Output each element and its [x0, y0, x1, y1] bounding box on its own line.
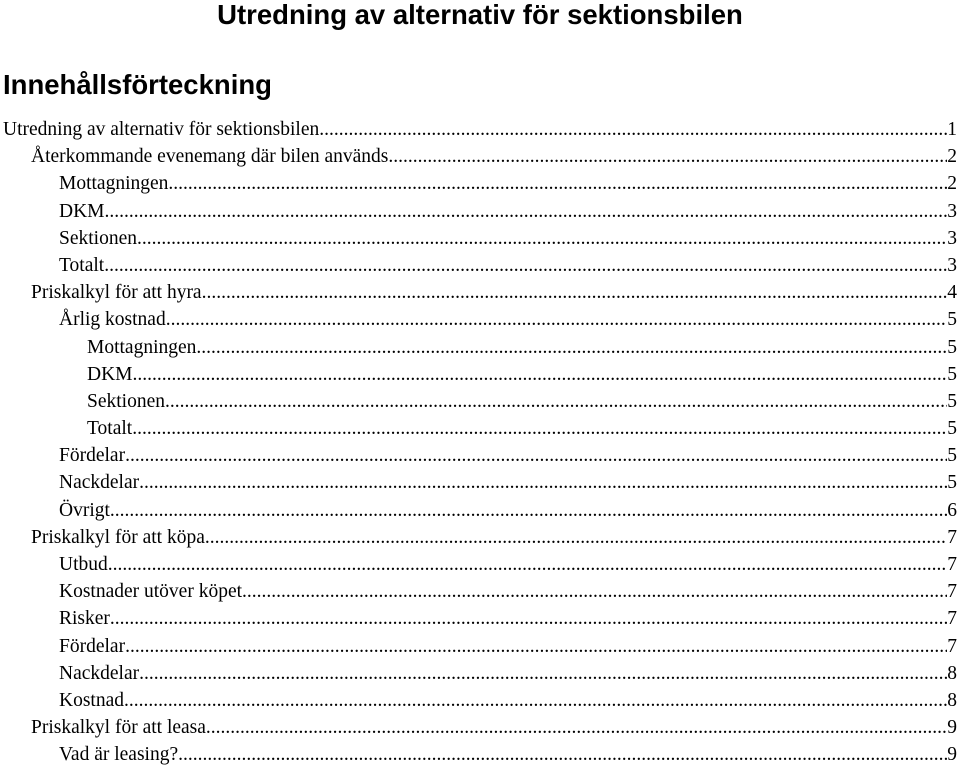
toc-entry[interactable]	[0, 143, 957, 170]
toc-entry[interactable]	[0, 551, 957, 578]
toc-entry[interactable]	[0, 714, 957, 741]
toc-page-number: 3	[947, 227, 957, 249]
toc-page-number: 5	[947, 363, 957, 385]
toc-page-number: 3	[947, 254, 957, 276]
toc-entry[interactable]	[0, 225, 957, 252]
toc-page-number: 8	[947, 689, 957, 711]
toc-page-number: 5	[947, 390, 957, 412]
toc-entry-text: Mottagningen	[59, 173, 169, 195]
toc-dot-leader	[105, 198, 948, 225]
document-title: Utredning av alternativ för sektionsbilen	[217, 0, 743, 30]
toc-dot-leader	[139, 660, 947, 687]
toc-dot-leader	[166, 306, 948, 333]
toc-entry[interactable]	[0, 687, 957, 714]
toc-page-number: 5	[947, 336, 957, 358]
toc-page-number: 1	[947, 119, 957, 140]
toc-dot-leader	[110, 605, 947, 632]
toc-dot-leader	[319, 116, 947, 143]
toc-dot-leader	[137, 225, 947, 252]
toc-dot-leader	[242, 578, 947, 605]
toc-page-number: 7	[947, 635, 957, 657]
toc-entry[interactable]	[0, 170, 957, 197]
toc-page-number: 2	[947, 146, 957, 168]
toc-entry[interactable]	[0, 660, 957, 687]
toc-entry-text: Totalt	[59, 254, 105, 276]
toc-page-number: 7	[947, 608, 957, 630]
toc-entry-text: Mottagningen	[87, 336, 197, 358]
toc-heading: Innehållsförteckning	[3, 69, 272, 100]
toc-dot-leader	[206, 714, 947, 741]
toc-entry[interactable]	[0, 361, 957, 388]
toc-page-number: 8	[947, 662, 957, 684]
toc-entry-text: Återkommande evenemang där bilen används	[31, 146, 389, 168]
toc-entry-text: Kostnad	[59, 689, 124, 711]
toc-entry[interactable]	[0, 306, 957, 333]
toc-dot-leader	[125, 442, 947, 469]
toc-entry[interactable]	[0, 741, 957, 768]
toc-entry[interactable]	[0, 415, 957, 442]
toc-entry-text: Fördelar	[59, 445, 126, 467]
toc-dot-leader	[202, 279, 948, 306]
toc-entry-text: Priskalkyl för att leasa	[31, 717, 206, 739]
toc-dot-leader	[196, 334, 947, 361]
toc-entry-text: Kostnader utöver köpet	[59, 581, 243, 603]
toc-entry-text: DKM	[59, 200, 105, 222]
toc-dot-leader	[205, 524, 947, 551]
toc-dot-leader	[133, 361, 948, 388]
toc-entry-text: Totalt	[87, 418, 133, 440]
toc-entry-text: Övrigt	[59, 499, 110, 521]
toc-entry-text: Årlig kostnad	[59, 309, 166, 331]
toc-dot-leader	[110, 497, 947, 524]
toc-page-number: 5	[947, 472, 957, 494]
toc-entry[interactable]	[0, 388, 957, 415]
toc-entry[interactable]	[0, 334, 957, 361]
toc-dot-leader	[165, 388, 947, 415]
toc-entry[interactable]	[0, 198, 957, 225]
toc-page-number: 5	[947, 418, 957, 440]
toc-entry-text: Priskalkyl för att hyra	[31, 282, 202, 304]
toc-entry-text: DKM	[87, 363, 133, 385]
toc-entry-text: Fördelar	[59, 635, 126, 657]
toc-entry[interactable]	[0, 252, 957, 279]
toc-entry-text: Utredning av alternativ för sektionsbilen	[3, 119, 320, 140]
toc-dot-leader	[139, 469, 947, 496]
toc-dot-leader	[125, 633, 947, 660]
toc-page-number: 4	[947, 282, 957, 304]
toc-page-number: 7	[947, 581, 957, 603]
toc-entry-text: Vad är leasing?	[59, 744, 179, 766]
toc-entry[interactable]	[0, 605, 957, 632]
toc-entry[interactable]	[0, 279, 957, 306]
toc-entry-text: Priskalkyl för att köpa	[31, 526, 205, 548]
toc-page-number: 9	[947, 717, 957, 739]
toc-dot-leader	[178, 741, 947, 768]
toc-entry[interactable]	[0, 442, 957, 469]
toc-page-number: 2	[947, 173, 957, 195]
toc-entry-text: Sektionen	[59, 227, 137, 249]
toc-entry[interactable]	[0, 497, 957, 524]
toc-page-number: 5	[947, 445, 957, 467]
toc-dot-leader	[388, 143, 947, 170]
toc-entry-text: Risker	[59, 608, 110, 630]
toc-entry[interactable]	[0, 116, 957, 143]
toc-entry[interactable]	[0, 633, 957, 660]
toc-entry-text: Nackdelar	[59, 472, 140, 494]
toc-entry-text: Sektionen	[87, 390, 165, 412]
toc-entry[interactable]	[0, 578, 957, 605]
toc-dot-leader	[124, 687, 947, 714]
toc-entry[interactable]	[0, 469, 957, 496]
toc-dot-leader	[132, 415, 947, 442]
toc-entry-text: Utbud	[59, 554, 108, 575]
toc-page-number: 7	[947, 554, 957, 575]
toc-page-number: 6	[947, 499, 957, 521]
toc-page-number: 9	[947, 744, 957, 766]
toc-page-number: 3	[947, 200, 957, 222]
toc-dot-leader	[108, 551, 948, 578]
toc-entry-text: Nackdelar	[59, 662, 140, 684]
toc-dot-leader	[104, 252, 947, 279]
toc-page-number: 5	[947, 309, 957, 331]
toc-dot-leader	[168, 170, 947, 197]
toc-entry[interactable]	[0, 524, 957, 551]
table-of-contents	[0, 116, 957, 769]
toc-page-number: 7	[947, 526, 957, 548]
